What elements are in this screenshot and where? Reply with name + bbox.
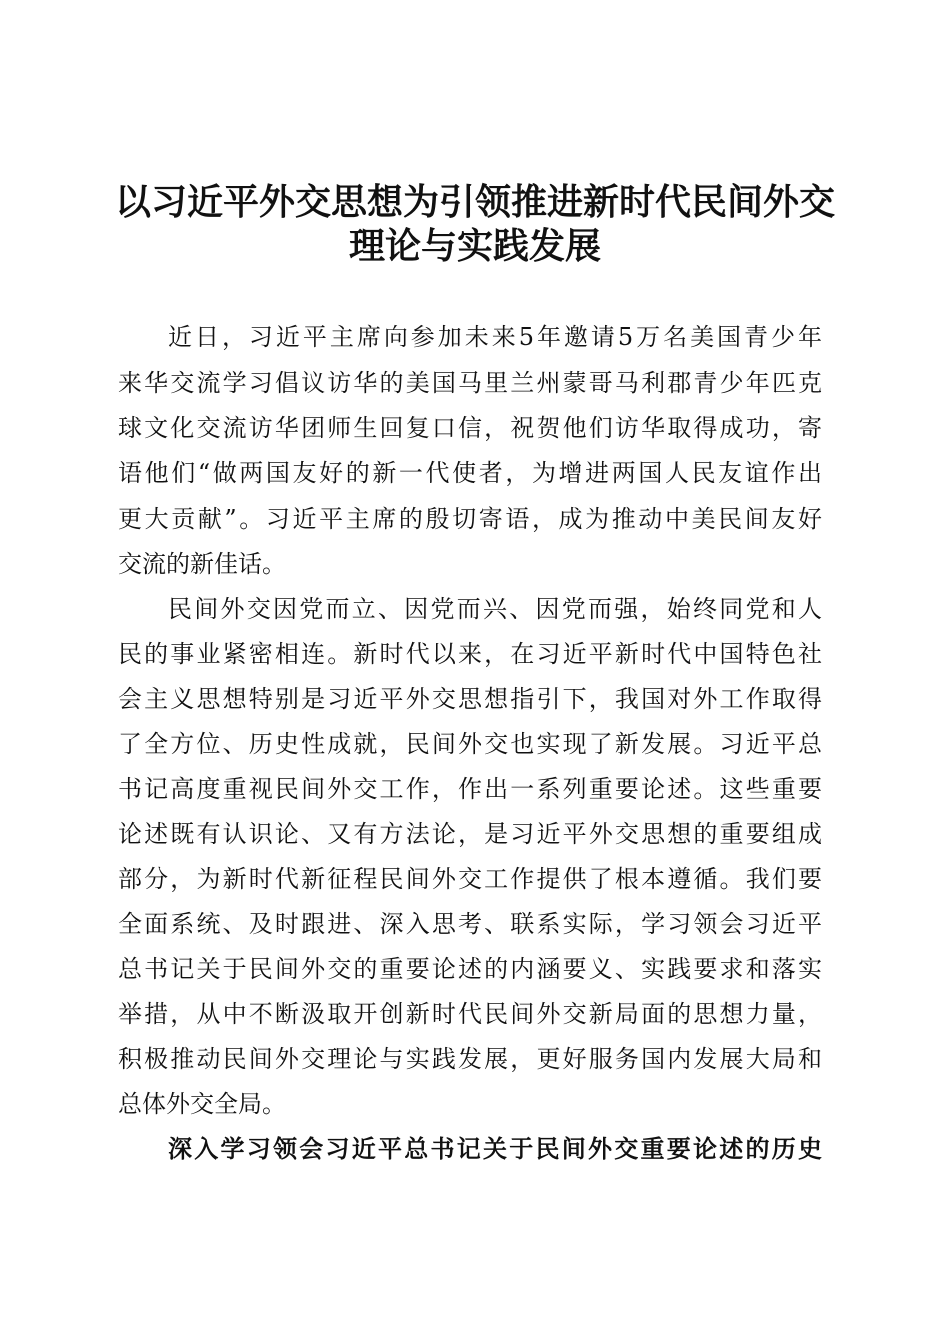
paragraph-1-line-4: 语他们“做两国友好的新一代使者，为增进两国人民友谊作出 — [118, 459, 822, 487]
paragraph-1-line-1: 近日，习近平主席向参加未来5年邀请5万名美国青少年 — [168, 323, 822, 351]
paragraph-2-line-7: 部分，为新时代新征程民间外交工作提供了根本遵循。我们要 — [118, 865, 822, 893]
paragraph-2-line-8: 全面系统、及时跟进、深入思考、联系实际，学习领会习近平 — [118, 910, 822, 938]
paragraph-1-line-3: 球文化交流访华团师生回复口信，祝贺他们访华取得成功，寄 — [118, 414, 822, 442]
paragraph-2-line-6: 论述既有认识论、又有方法论，是习近平外交思想的重要组成 — [118, 820, 822, 848]
paragraph-2-line-9: 总书记关于民间外交的重要论述的内涵要义、实践要求和落实 — [118, 955, 822, 983]
paragraph-1-line-5: 更大贡献”。习近平主席的殷切寄语，成为推动中美民间友好 — [118, 505, 822, 533]
paragraph-2-line-11: 积极推动民间外交理论与实践发展，更好服务国内发展大局和 — [118, 1045, 822, 1073]
document-title-line-2: 理论与实践发展 — [348, 225, 601, 267]
paragraph-2-line-3: 会主义思想特别是习近平外交思想指引下，我国对外工作取得 — [118, 685, 822, 713]
paragraph-1-line-6: 交流的新佳话。 — [118, 550, 286, 578]
document-title-line-1: 以习近平外交思想为引领推进新时代民间外交 — [114, 181, 835, 223]
paragraph-2-line-2: 民的事业紧密相连。新时代以来，在习近平新时代中国特色社 — [118, 640, 822, 668]
paragraph-2-line-4: 了全方位、历史性成就，民间外交也实现了新发展。习近平总 — [118, 730, 822, 758]
paragraph-2-line-12: 总体外交全局。 — [118, 1090, 286, 1118]
paragraph-2-line-10: 举措，从中不断汲取开创新时代民间外交新局面的思想力量， — [118, 1000, 822, 1028]
paragraph-2-line-1: 民间外交因党而立、因党而兴、因党而强，始终同党和人 — [168, 595, 822, 623]
paragraph-2-line-5: 书记高度重视民间外交工作，作出一系列重要论述。这些重要 — [118, 775, 822, 803]
section-heading: 深入学习领会习近平总书记关于民间外交重要论述的历史 — [168, 1134, 822, 1163]
paragraph-1-line-2: 来华交流学习倡议访华的美国马里兰州蒙哥马利郡青少年匹克 — [118, 369, 822, 397]
